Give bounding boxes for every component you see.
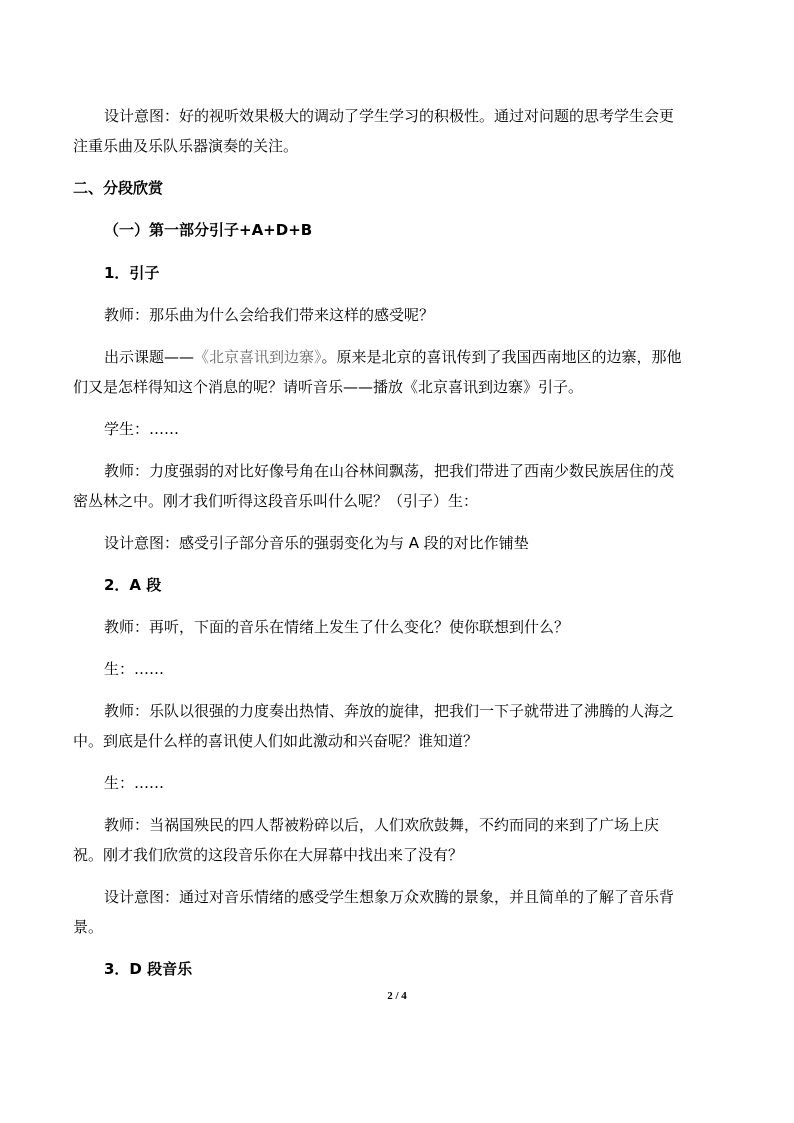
subheading-introduction: 1．引子: [104, 264, 160, 282]
topic-intro-paragraph-line-2: 们又是怎样得知这个消息的呢？请听音乐——播放《北京喜讯到边寨》引子。: [73, 378, 584, 396]
teacher-celebration-paragraph-line-1: 教师：当祸国殃民的四人帮被粉碎以后，人们欢欣鼓舞，不约而同的来到了广场上庆: [104, 816, 660, 834]
teacher-listen-again-paragraph: 教师：再听，下面的音乐在情绪上发生了什么变化？使你联想到什么？: [104, 618, 570, 636]
part-heading-first-part: （一）第一部分引子+A+D+B: [104, 221, 313, 239]
teacher-orchestra-paragraph-line-1: 教师：乐队以很强的力度奏出热情、奔放的旋律，把我们一下子就带进了沸腾的人海之: [104, 702, 675, 720]
subheading-section-a: 2．A 段: [104, 576, 162, 594]
student-response-1: 学生：……: [104, 420, 180, 438]
design-intent-paragraph-3-line-2: 景。: [73, 918, 104, 936]
teacher-orchestra-paragraph-line-2: 中。到底是什么样的喜讯使人们如此激动和兴奋呢？谁知道？: [73, 732, 479, 750]
subheading-section-d: 3．D 段音乐: [104, 960, 193, 978]
design-intent-paragraph-1-line-2: 注重乐曲及乐队乐器演奏的关注。: [73, 137, 299, 155]
topic-intro-prefix: 出示课题——: [104, 348, 195, 366]
teacher-celebration-paragraph-line-2: 祝。刚才我们欣赏的这段音乐你在大屏幕中找出来了没有？: [73, 846, 464, 864]
teacher-dynamics-paragraph-line-1: 教师：力度强弱的对比好像号角在山谷林间飘荡，把我们带进了西南少数民族居住的茂: [104, 462, 675, 480]
design-intent-paragraph-2: 设计意图：感受引子部分音乐的强弱变化为与 A 段的对比作铺垫: [104, 534, 529, 552]
topic-intro-paragraph-line-1: [104, 342, 724, 372]
design-intent-paragraph-3-line-1: 设计意图：通过对音乐情绪的感受学生想象万众欢腾的景象，并且简单的了解了音乐背: [104, 888, 675, 906]
section-heading-segmented-appreciation: 二、分段欣赏: [73, 179, 164, 197]
student-response-3: 生：……: [104, 774, 165, 792]
design-intent-paragraph-1-line-1: 设计意图：好的视听效果极大的调动了学生学习的积极性。通过对问题的思考学生会更: [104, 107, 675, 125]
topic-intro-suffix: 。原来是北京的喜讯传到了我国西南地区的边寨，那他: [321, 348, 682, 366]
page-number: 2 / 4: [387, 990, 407, 1002]
student-response-2: 生：……: [104, 660, 165, 678]
teacher-dynamics-paragraph-line-2: 密丛林之中。刚才我们听得这段音乐叫什么呢？（引子）生：: [73, 492, 479, 510]
teacher-question-paragraph: 教师：那乐曲为什么会给我们带来这样的感受呢？: [104, 306, 435, 324]
work-title: 《北京喜讯到边寨》: [194, 348, 322, 366]
